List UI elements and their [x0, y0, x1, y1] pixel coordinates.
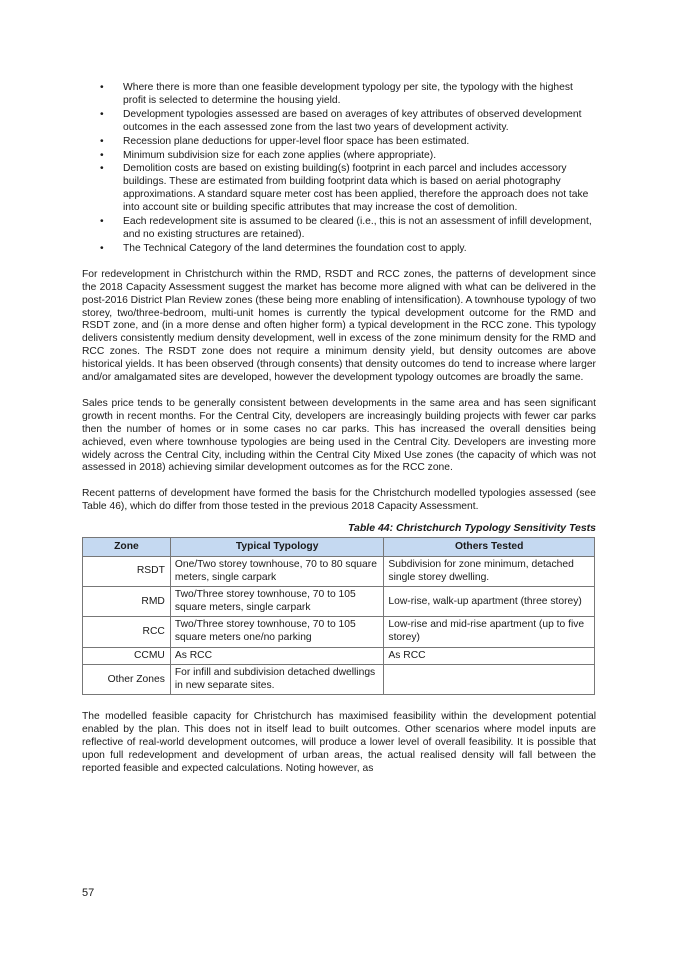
list-item: • Minimum subdivision size for each zone applies (where appropriate). — [100, 149, 437, 161]
paragraph-closing: The modelled feasible capacity for Christchurch has maximised feasibility within the development potential enabled by the plan. This does not in itself lead to built outcomes. Other scenarios where model inputs are reflective of real-world development outcomes, will produce a lower level of overall feasibility. It is possible that upon full redevelopment and development of urban areas, the actual realised density will fall between the reported feasible and expected calculations. Noting however, as — [82, 711, 596, 775]
others-cell: Subdivision for zone minimum, detached single storey dwelling. — [384, 557, 595, 587]
zone-cell: RSDT — [83, 557, 171, 587]
bullet-icon: • — [100, 135, 104, 147]
list-item: • Development typologies assessed are based on averages of key attributes of observed development outcomes in the each assessed zone from the last two years of development activity. — [100, 108, 582, 133]
typical-cell: For infill and subdivision detached dwellings in new separate sites. — [170, 665, 384, 695]
list-item: • Demolition costs are based on existing building(s) footprint in each parcel and includes accessory buildings. These are estimated from building footprint data which is based on aerial photography approximations. A standard square meter cost has been applied, therefore the approach does not take into account site or building specific attributes that may increase the cost of demolition. — [100, 163, 589, 214]
zone-cell: RMD — [83, 587, 171, 617]
typical-cell: Two/Three storey townhouse, 70 to 105 square meters, single carpark — [170, 587, 384, 617]
assumption-list — [82, 82, 596, 256]
others-cell: As RCC — [384, 647, 595, 665]
bullet-icon: • — [100, 163, 104, 175]
column-header-zone: Zone — [83, 538, 171, 557]
document-page — [82, 82, 596, 776]
others-cell: Low-rise and mid-rise apartment (up to five storey) — [384, 617, 595, 647]
list-item: • Each redevelopment site is assumed to be cleared (i.e., this is not an assessment of infill development, and no existing structures are retained). — [100, 216, 592, 240]
others-cell — [384, 665, 595, 695]
paragraph-recent-patterns: Recent patterns of development have formed the basis for the Christchurch modelled typologies assessed (see Table 46), which do differ from those tested in the previous 2018 Capacity Assessment. — [82, 488, 596, 513]
table-row — [83, 557, 595, 587]
paragraph-sales-price: Sales price tends to be generally consistent between developments in the same area and has seen significant growth in recent months. For the Central City, developers are increasingly building projects with fewer car parks then the number of homes or in some cases no car parks. This has increased the overall densities being achieved, even where townhouse typologies are being used in the Central City. Developers are investing more widely across the Central City, including within the Central City Mixed Use zones (the capacity of which was not assessed in 2018) achieving similar development outcomes as for the RCC zone. — [82, 397, 596, 474]
bullet-icon: • — [100, 82, 104, 93]
page-number: 57 — [82, 887, 95, 899]
column-header-typical: Typical Typology — [170, 538, 384, 557]
table-caption: Table 44: Christchurch Typology Sensitivity Tests — [348, 522, 596, 535]
others-cell: Low-rise, walk-up apartment (three storey) — [384, 587, 595, 617]
table-row — [83, 617, 595, 647]
bullet-icon: • — [100, 216, 104, 228]
zone-cell: Other Zones — [83, 665, 171, 695]
typical-cell: One/Two storey townhouse, 70 to 80 square meters, single carpark — [170, 557, 384, 587]
table-row — [83, 587, 595, 617]
zone-cell: RCC — [83, 617, 171, 647]
table-header-row — [83, 538, 595, 557]
typology-table — [82, 537, 595, 695]
bullet-icon: • — [100, 242, 104, 254]
zone-cell: CCMU — [83, 647, 171, 665]
bullet-icon: • — [100, 108, 104, 120]
column-header-others: Others Tested — [384, 538, 595, 557]
typical-cell: As RCC — [170, 647, 384, 665]
list-item: • Where there is more than one feasible development typology per site, the typology with the highest profit is selected to determine the housing yield. — [100, 82, 573, 106]
table-row — [83, 665, 595, 695]
bullet-icon: • — [100, 149, 104, 161]
list-item: • The Technical Category of the land determines the foundation cost to apply. — [100, 242, 467, 254]
typical-cell: Two/Three storey townhouse, 70 to 105 square meters one/no parking — [170, 617, 384, 647]
paragraph-redevelopment: For redevelopment in Christchurch within the RMD, RSDT and RCC zones, the patterns of development since the 2018 Capacity Assessment suggest the market has become more aligned with what can be delivered in the post-2016 District Plan Review zones (these being more enabling of intensification). A townhouse typology of two storey, two/three-bedroom, multi-unit homes is currently the typical development outcome for the RMD and RSDT zone, and (in a more dense and often higher form) a typical development in the RCC zone. This typology delivers consistently medium density development, well in excess of the zone minimum density for the RMD and RCC zones. The RSDT zone does not require a minimum density yield, but density outcomes are above historical yields. It has been observed (through consents) that density outcomes do tend to increase where larger and/or amalgamated sites are developed, however the development typology outcomes are broadly the same. — [82, 268, 596, 384]
table-row — [83, 647, 595, 665]
list-item: • Recession plane deductions for upper-level floor space has been estimated. — [100, 135, 470, 147]
